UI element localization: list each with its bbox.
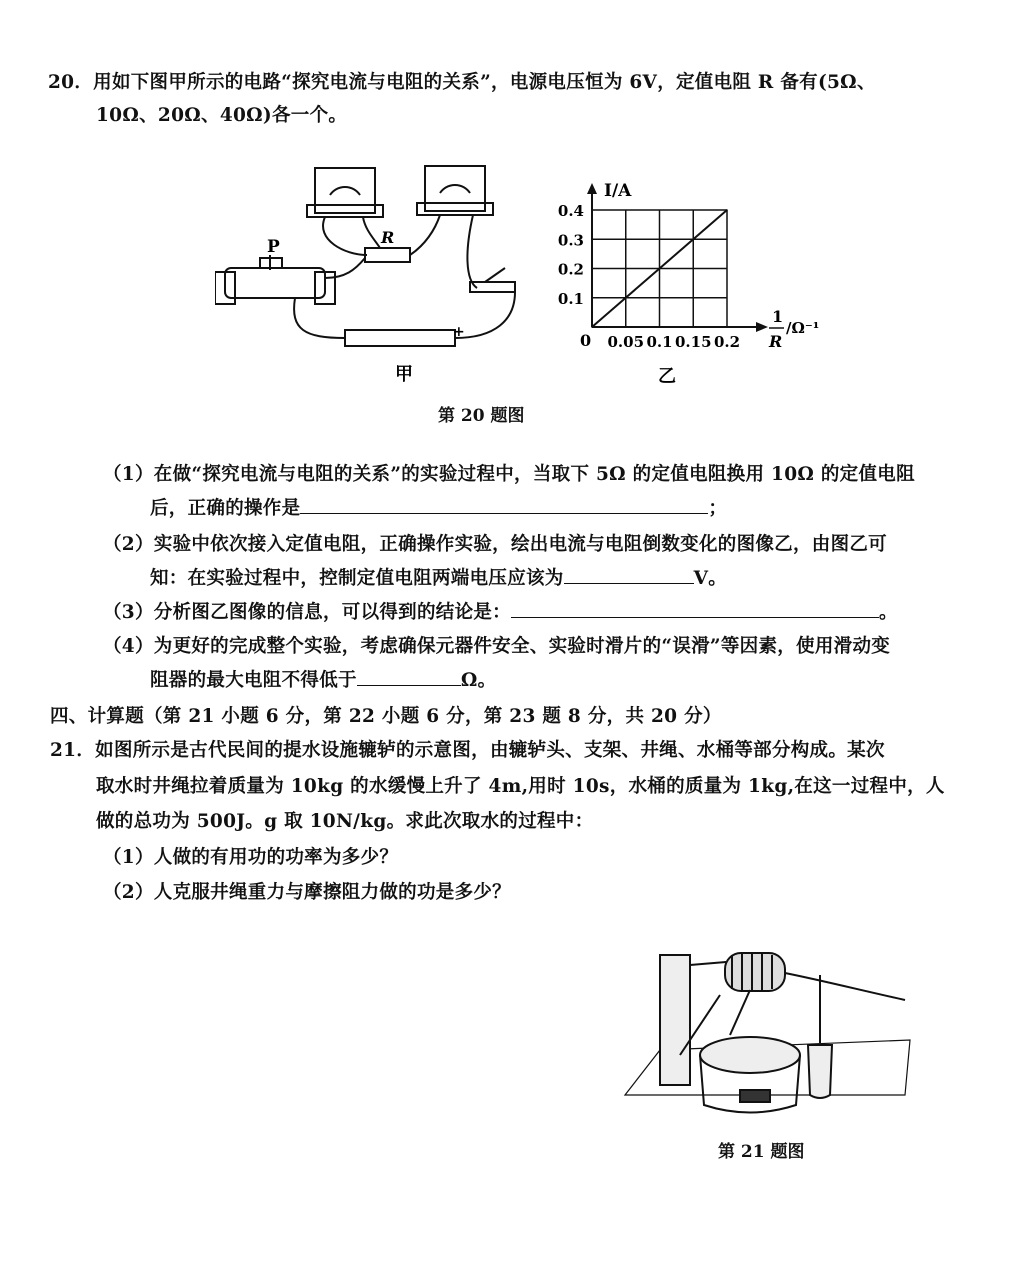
q20-sub1-line1: （1）在做“探究电流与电阻的关系”的实验过程中，当取下 5Ω 的定值电阻换用 10Ω 的定值电阻 bbox=[103, 464, 915, 485]
data-point bbox=[726, 209, 728, 211]
ammeter-icon bbox=[315, 168, 375, 213]
slider-label: P bbox=[267, 237, 280, 257]
q20-sub2-end: V。 bbox=[693, 568, 728, 589]
figure-20-caption: 第 20 题图 bbox=[438, 406, 525, 426]
q20-sub3-end: 。 bbox=[878, 602, 898, 623]
y-axis-label: I/A bbox=[604, 181, 632, 201]
data-point bbox=[625, 297, 627, 299]
data-point bbox=[591, 326, 593, 328]
x-axis-label-denominator: R bbox=[769, 332, 783, 351]
figure-label-yi: 乙 bbox=[658, 366, 676, 387]
q20-sub4-line2: 阻器的最大电阻不得低于 bbox=[150, 670, 357, 691]
q20-sub2-line1: （2）实验中依次接入定值电阻，正确操作实验，绘出电流与电阻倒数变化的图像乙，由图乙可 bbox=[103, 534, 887, 555]
data-point bbox=[692, 238, 694, 240]
q21-sub2: （2）人克服井绳重力与摩擦阻力做的功是多少？ bbox=[103, 882, 511, 903]
x-axis-label-numerator: 1 bbox=[772, 307, 784, 326]
q21-line3: 做的总功为 500J。g 取 10N/kg。求此次取水的过程中： bbox=[96, 811, 594, 832]
x-tick-label: 0.1 bbox=[646, 333, 673, 351]
q20-sub2-line2: 知：在实验过程中，控制定值电阻两端电压应该为 bbox=[150, 568, 564, 589]
x-tick-label: 0.05 bbox=[607, 333, 645, 351]
q20-sub3: （3）分析图乙图像的信息，可以得到的结论是： bbox=[103, 602, 511, 623]
current-vs-inverse-resistance-chart bbox=[540, 170, 840, 390]
circuit-diagram bbox=[215, 160, 545, 390]
y-tick-label: 0.1 bbox=[557, 289, 584, 308]
rheostat-icon bbox=[225, 268, 325, 298]
y-tick-label: 0.4 bbox=[557, 202, 584, 220]
q21-line2: 取水时井绳拉着质量为 10kg 的水缓慢上升了 4m,用时 10s，水桶的质量为 1kg,在这一过程中，人 bbox=[96, 776, 945, 797]
resistor-label: R bbox=[381, 228, 395, 247]
q20-sub1-end: ； bbox=[708, 498, 728, 519]
x-axis-arrow-icon bbox=[756, 322, 768, 332]
resistor-icon bbox=[365, 248, 410, 262]
answer-blank-1[interactable] bbox=[300, 495, 708, 514]
answer-blank-4[interactable] bbox=[357, 667, 461, 686]
q21-line1: 21．如图所示是古代民间的提水设施辘轳的示意图，由辘轳头、支架、井绳、水桶等部分构成。某次 bbox=[50, 740, 885, 761]
x-tick-label: 0.2 bbox=[713, 333, 741, 351]
q20-sub4-line1: （4）为更好的完成整个实验，考虑确保元器件安全、实验时滑片的“误滑”等因素，使用滑动变 bbox=[103, 636, 891, 657]
battery-plus-label: + bbox=[453, 324, 465, 340]
figure-21-caption: 第 21 题图 bbox=[718, 1142, 805, 1162]
q20-sub4-end: Ω。 bbox=[460, 670, 497, 691]
battery-icon bbox=[345, 330, 455, 346]
figure-label-jia: 甲 bbox=[395, 364, 413, 385]
section4-heading: 四、计算题（第 21 小题 6 分，第 22 小题 6 分，第 23 题 8 分，共 20 分） bbox=[50, 706, 722, 727]
x-axis-label-unit: /Ω⁻¹ bbox=[786, 319, 820, 337]
origin-label: 0 bbox=[580, 331, 592, 350]
q20-sub1-line2: 后，正确的操作是 bbox=[150, 498, 301, 519]
q20-line1: 20．用如下图甲所示的电路“探究电流与电阻的关系”，电源电压恒为 6V，定值电阻 R 备有(5Ω、 bbox=[48, 72, 876, 93]
answer-blank-2[interactable] bbox=[564, 565, 694, 584]
windlass-well-illustration bbox=[620, 945, 920, 1125]
q21-sub1: （1）人做的有用功的功率为多少？ bbox=[103, 847, 399, 868]
answer-blank-3[interactable] bbox=[511, 599, 879, 618]
q20-line2: 10Ω、20Ω、40Ω)各一个。 bbox=[96, 105, 348, 126]
data-point bbox=[659, 268, 661, 270]
voltmeter-icon bbox=[425, 166, 485, 211]
y-axis-arrow-icon bbox=[587, 183, 597, 194]
y-tick-label: 0.3 bbox=[557, 231, 584, 250]
y-tick-label: 0.2 bbox=[557, 260, 584, 279]
x-tick-label: 0.15 bbox=[674, 333, 712, 351]
